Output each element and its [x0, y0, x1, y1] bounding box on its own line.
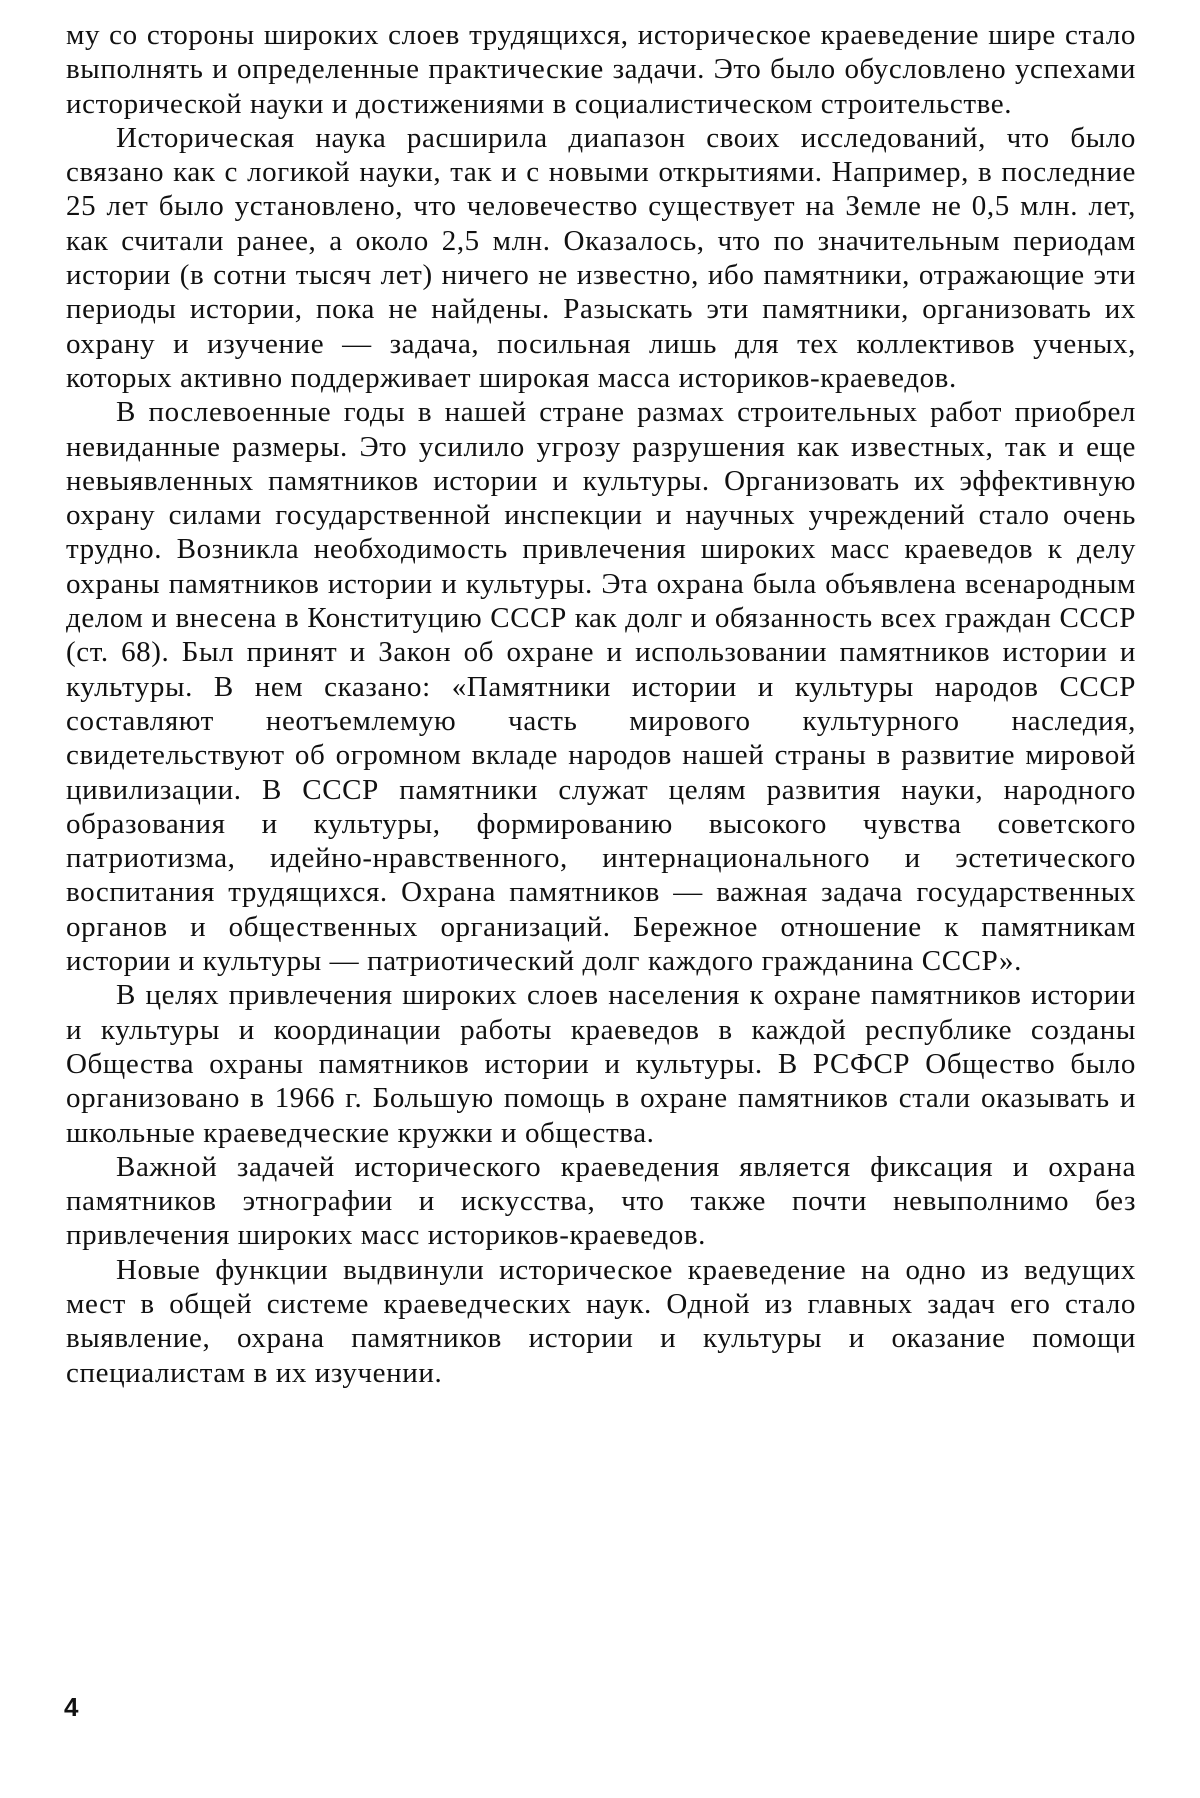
- paragraph-continuation: му со стороны широких слоев трудящихся, историческое краеведение шире стало выполнять и определенные практические задачи. Это было обусловлено успехами исторической науки и достижениями в социалистическом строительстве.: [66, 19, 1136, 120]
- page-number: 4: [64, 1692, 79, 1722]
- paragraph: Историческая наука расширила диапазон своих исследований, что было связано как с логикой науки, так и с новыми открытиями. Например, в последние 25 лет было установлено, что человечество существует на Земле не 0,5 млн. лет, как считали ранее, а около 2,5 млн. Оказалось, что по значительным периодам истории (в сотни тысяч лет) ничего не известно, ибо памятники, отражающие эти периоды истории, пока не найдены. Разыскать эти памятники, организовать их охрану и изучение — задача, посильная лишь для тех коллективов ученых, которых активно поддерживает широкая масса историков-краеведов.: [66, 121, 1136, 394]
- body-text: [66, 18, 1136, 1390]
- paragraph: Важной задачей исторического краеведения является фиксация и охрана памятников этнографии и искусства, что также почти невыполнимо без привлечения широких масс историков-краеведов.: [66, 1150, 1136, 1252]
- paragraph: В целях привлечения широких слоев населения к охране памятников истории и культуры и координации работы краеведов в каждой республике созданы Общества охраны памятников истории и культуры. В РСФСР Общество было организовано в 1966 г. Большую помощь в охране памятников стали оказывать и школьные краеведческие кружки и общества.: [66, 979, 1136, 1149]
- paragraph: Новые функции выдвинули историческое краеведение на одно из ведущих мест в общей системе краеведческих наук. Одной из главных задач его стало выявление, охрана памятников истории и культуры и оказание помощи специалистам в их изучении.: [66, 1253, 1136, 1389]
- paragraph: В послевоенные годы в нашей стране размах строительных работ приобрел невиданные размеры. Это усилило угрозу разрушения как известных, так и еще невыявленных памятников истории и культуры. Организовать их эффективную охрану силами государственной инспекции и научных учреждений стало очень трудно. Возникла необходимость привлечения широких масс краеведов к делу охраны памятников истории и культуры. Эта охрана была объявлена всенародным делом и внесена в Конституцию СССР как долг и обязанность всех граждан СССР (ст. 68). Был принят и Закон об охране и использовании памятников истории и культуры. В нем сказано: «Памятники истории и культуры народов СССР составляют неотъемлемую часть мирового культурного наследия, свидетельствуют об огромном вкладе народов нашей страны в развитие мировой цивилизации. В СССР памятники служат целям развития науки, народного образования и культуры, формированию высокого чувства советского патриотизма, идейно-нравственного, интернационального и эстетического воспитания трудящихся. Охрана памятников — важная задача государственных органов и общественных организаций. Бережное отношение к памятникам истории и культуры — патриотический долг каждого гражданина СССР».: [66, 396, 1136, 978]
